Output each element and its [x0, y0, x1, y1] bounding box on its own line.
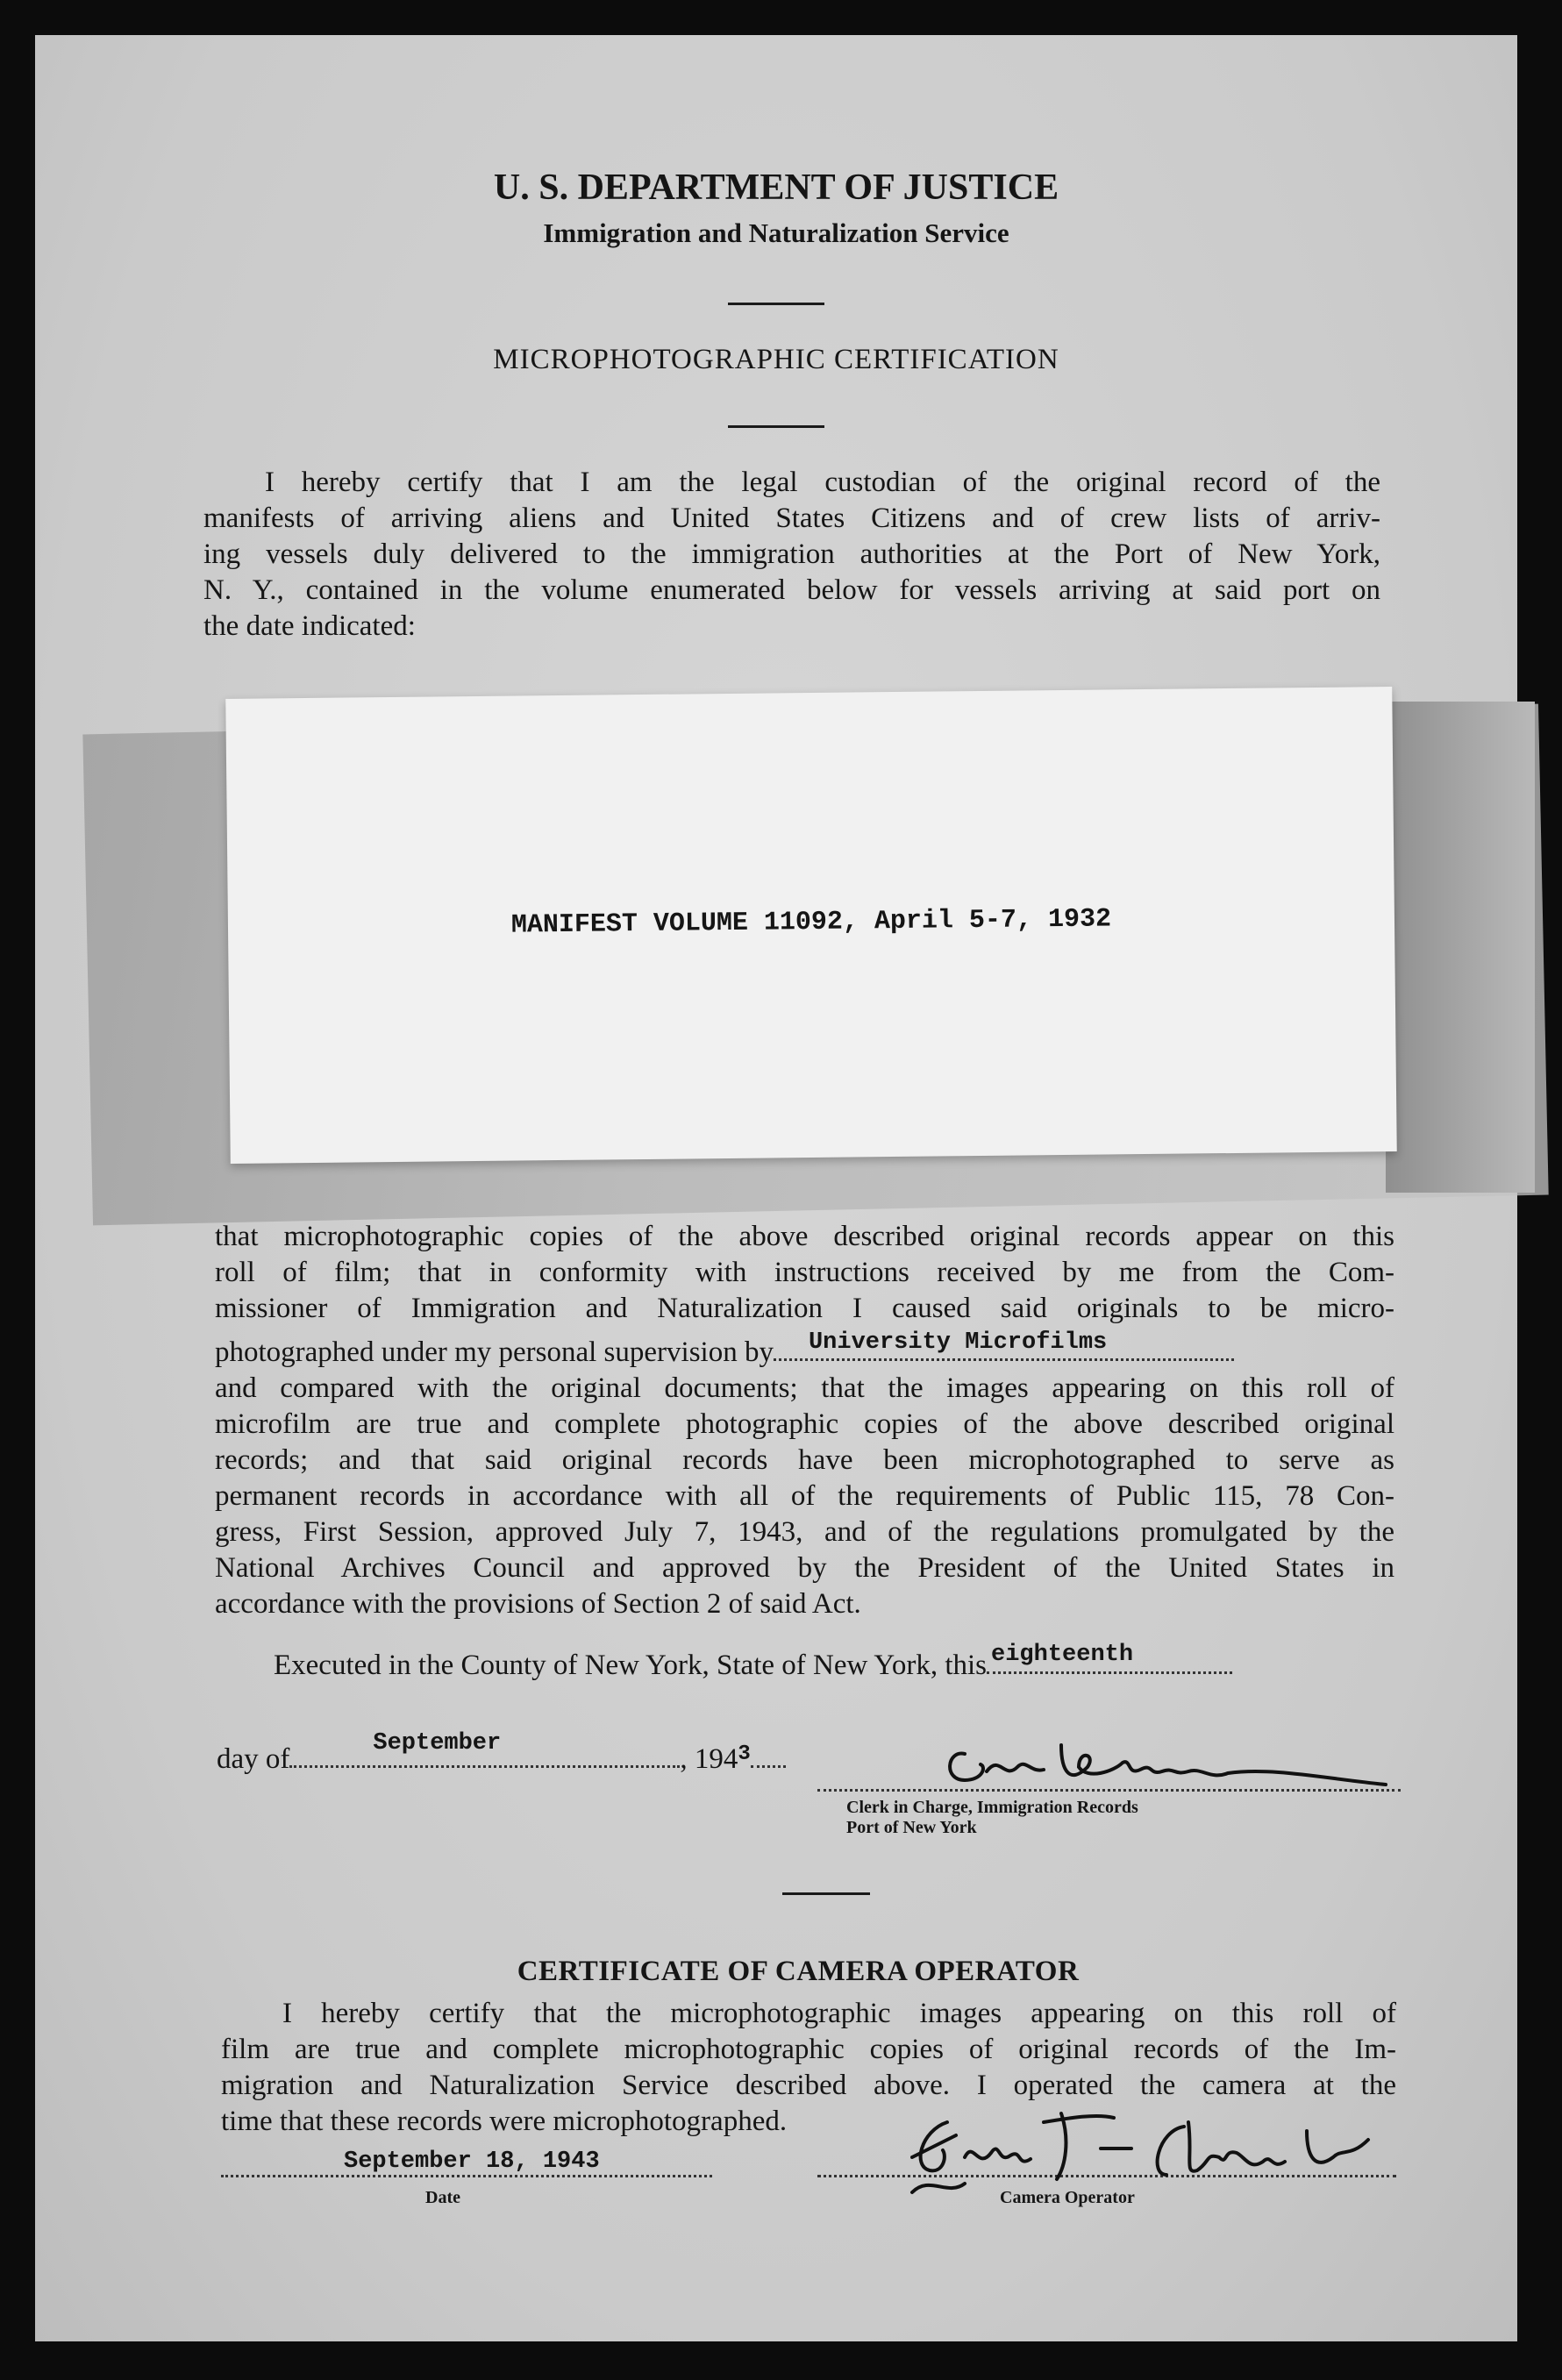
executed-line: [274, 1642, 1232, 1682]
service-subtitle: Immigration and Naturalization Service: [543, 217, 1009, 248]
intro-line: the date indicated:: [203, 610, 416, 642]
clerk-title: Clerk in Charge, Immigration Records: [846, 1798, 1138, 1817]
body-line: gress, First Session, approved July 7, 1943, and of the regulations promulgated by the: [215, 1516, 1394, 1548]
manifest-card: [225, 687, 1396, 1164]
intro-line: N. Y., contained in the volume enumerated below for vessels arriving at said port on: [203, 574, 1380, 606]
operator-signature: [895, 2087, 1386, 2201]
intro-paragraph: [203, 465, 1380, 645]
date-label: Date: [425, 2188, 460, 2207]
camera-line: time that these records were microphotographed.: [221, 2106, 788, 2137]
intro-line: I hereby certify that I am the legal custodian of the original record of the: [265, 467, 1380, 498]
camera-line: migration and Naturalization Service described above. I operated the camera at the: [221, 2070, 1396, 2101]
supervision-by: University Microfilms: [808, 1329, 1108, 1356]
camera-heading: CERTIFICATE OF CAMERA OPERATOR: [517, 1956, 1080, 1987]
body-line: National Archives Council and approved by the President of the United States in: [215, 1552, 1394, 1584]
divider: [782, 1892, 870, 1895]
body-line: records; and that said original records have been microphotographed to serve as: [215, 1444, 1394, 1476]
divider: [728, 425, 824, 428]
clerk-port: Port of New York: [846, 1818, 977, 1837]
date-line: [217, 1730, 786, 1776]
executed-prefix: Executed in the County of New York, State of New York, this: [274, 1650, 988, 1681]
intro-line: ing vessels duly delivered to the immigration authorities at the Port of New York,: [203, 538, 1380, 570]
manifest-label: MANIFEST VOLUME 11092, April 5-7, 1932: [510, 904, 1112, 941]
body-line: accordance with the provisions of Section 2 of said Act.: [215, 1588, 861, 1620]
year-digit: 3: [738, 1742, 751, 1766]
operator-label: Camera Operator: [1000, 2188, 1135, 2207]
camera-date-value: September 18, 1943: [344, 2148, 600, 2175]
certificate-page: [35, 35, 1517, 2341]
card-shadow-right: [1386, 702, 1535, 1193]
camera-line: I hereby certify that the microphotographic images appearing on this roll of: [282, 1998, 1396, 2029]
intro-line: manifests of arriving aliens and United States Citizens and of crew lists of arriv-: [203, 502, 1380, 534]
body-line: permanent records in accordance with all of the requirements of Public 115, 78 Con-: [215, 1480, 1394, 1512]
supervision-line: [215, 1329, 1394, 1371]
day-field: [987, 1642, 1232, 1674]
day-of-label: day of: [217, 1743, 290, 1775]
year-prefix: , 194: [680, 1743, 738, 1775]
date-signature-line: [221, 2175, 712, 2177]
body-line: roll of film; that in conformity with instructions received by me from the Com-: [215, 1257, 1394, 1288]
body-line: and compared with the original documents; that the images appearing on this roll of: [215, 1372, 1394, 1404]
day-word: eighteenth: [991, 1642, 1134, 1668]
department-title: U. S. DEPARTMENT OF JUSTICE: [493, 167, 1059, 208]
supervision-prefix: photographed under my personal supervision by: [215, 1336, 774, 1368]
clerk-signature: [938, 1719, 1394, 1798]
certification-title: MICROPHOTOGRAPHIC CERTIFICATION: [493, 344, 1059, 375]
supervision-field: [774, 1329, 1234, 1361]
body-paragraph: [215, 1219, 1394, 1622]
year-dots: [751, 1741, 786, 1768]
clerk-caption: [846, 1798, 1138, 1838]
body-line: microfilm are true and complete photographic copies of the above described original: [215, 1408, 1394, 1440]
month-value: September: [373, 1730, 502, 1756]
month-field: [289, 1730, 680, 1768]
camera-line: film are true and complete microphotographic copies of original records of the Im-: [221, 2034, 1396, 2065]
body-line: missioner of Immigration and Naturalization I caused said originals to be micro-: [215, 1293, 1394, 1324]
body-line: that microphotographic copies of the above described original records appear on this: [215, 1221, 1394, 1252]
divider: [728, 303, 824, 305]
